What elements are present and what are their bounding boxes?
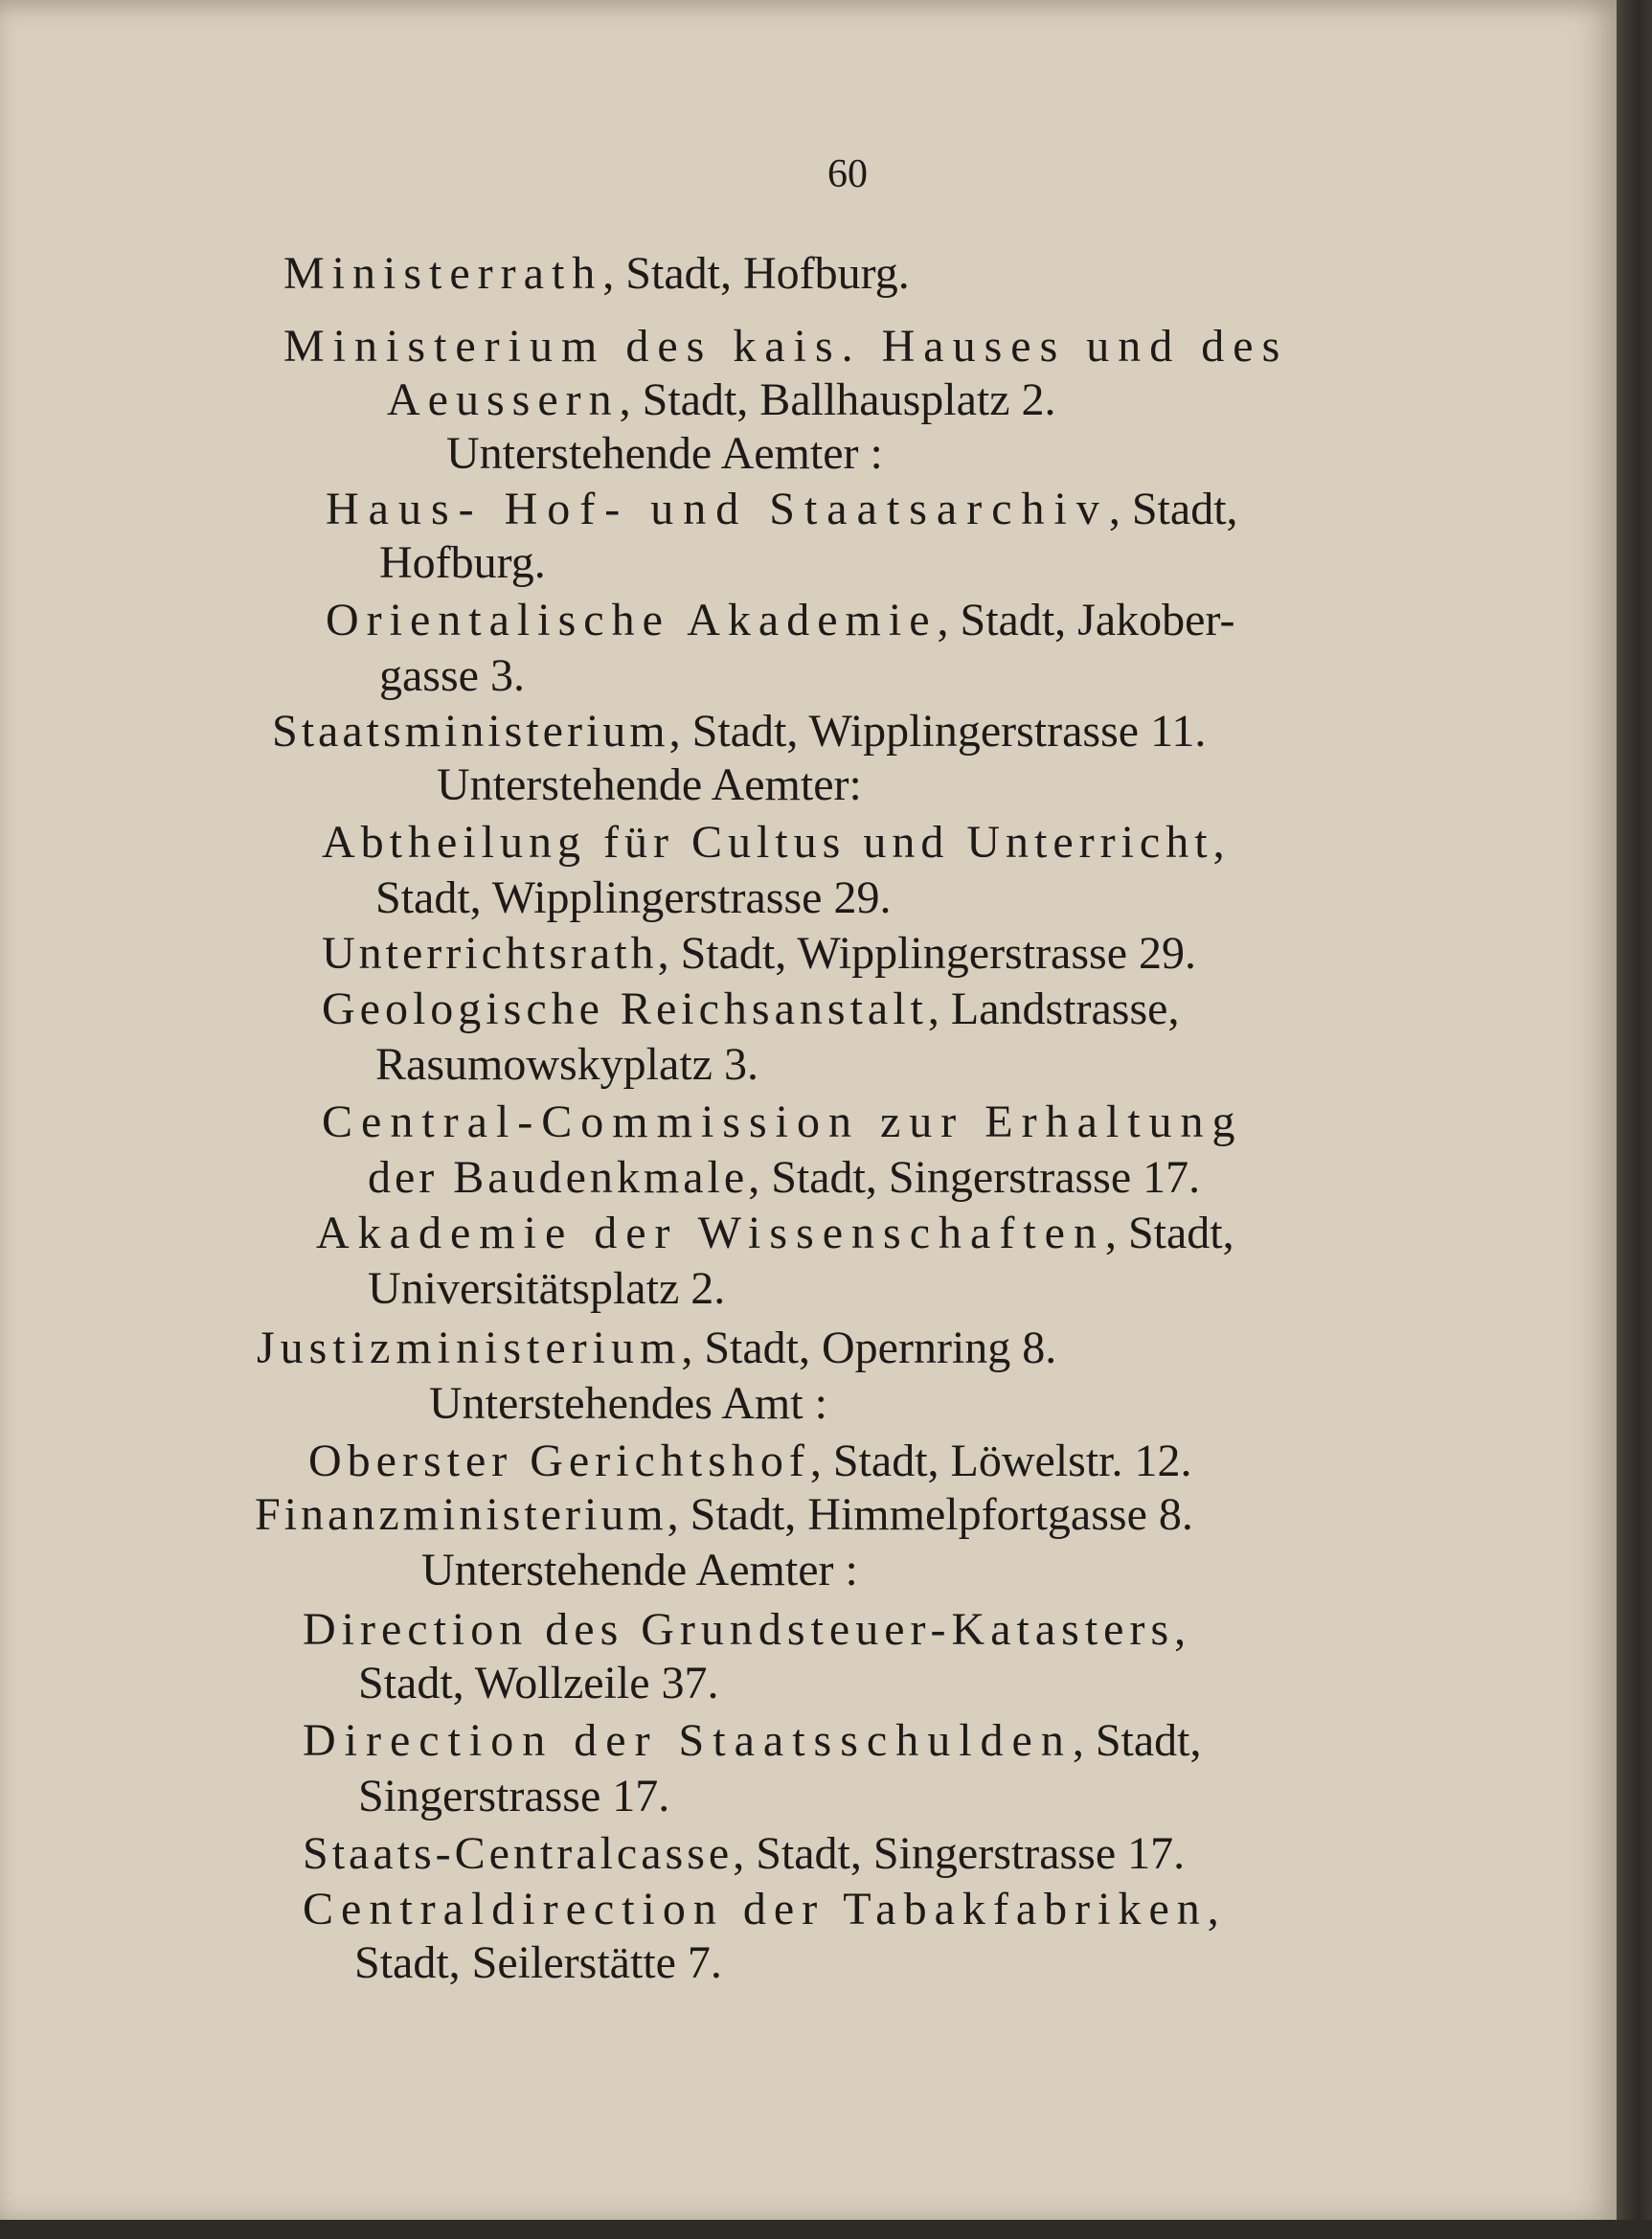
entry-line: Staats-Centralcasse, Stadt, Singerstrasse 17. [303, 1828, 1186, 1879]
page-number: 60 [827, 152, 868, 196]
entry-line: Direction des Grundsteuer-Katasters, [303, 1604, 1187, 1655]
entry-line: Stadt, Seilerstätte 7. [354, 1937, 722, 1988]
entry-line: Rasumowskyplatz 3. [375, 1039, 758, 1090]
entry-line: der Baudenkmale, Stadt, Singerstrasse 17. [368, 1152, 1201, 1203]
entry-line: Universitätsplatz 2. [368, 1263, 726, 1314]
entry-line: Unterstehende Aemter : [446, 428, 883, 479]
book-bottom-edge [0, 2220, 1652, 2239]
entry-line: Centraldirection der Tabakfabriken, [303, 1884, 1219, 1934]
entry-line: Stadt, Wollzeile 37. [358, 1658, 719, 1708]
entry-line: Direction der Staatsschulden, Stadt, [303, 1715, 1202, 1766]
entry-line: Unterstehende Aemter: [437, 759, 862, 810]
entry-line: Unterstehendes Amt : [429, 1378, 827, 1429]
entry-line: Hofburg. [379, 537, 546, 588]
entry-line: Ministerrath, Stadt, Hofburg. [283, 248, 910, 299]
entry-line: Central-Commission zur Erhaltung [322, 1097, 1244, 1147]
entry-line: Akademie der Wissenschaften, Stadt, [316, 1208, 1234, 1258]
entry-line: Unterstehende Aemter : [421, 1545, 858, 1595]
entry-line: Aeussern, Stadt, Ballhausplatz 2. [387, 374, 1056, 425]
entry-line: Haus- Hof- und Staatsarchiv, Stadt, [326, 484, 1238, 534]
entry-line: Abtheilung für Cultus und Unterricht, [322, 817, 1225, 868]
entry-line: Geologische Reichsanstalt, Landstrasse, [322, 984, 1180, 1034]
entry-line: Finanzministerium, Stadt, Himmelpfortgasse 8. [255, 1489, 1193, 1540]
entry-line: Justizministerium, Stadt, Opernring 8. [257, 1323, 1057, 1373]
entry-line: Unterrichtsrath, Stadt, Wipplingerstrasse 29. [322, 928, 1197, 979]
entry-line: Orientalische Akademie, Stadt, Jakober- [326, 595, 1235, 645]
entry-line: Stadt, Wipplingerstrasse 29. [375, 872, 892, 923]
entry-line: Oberster Gerichtshof, Stadt, Löwelstr. 12. [308, 1436, 1192, 1486]
book-edge [1617, 0, 1652, 2239]
entry-line: gasse 3. [379, 650, 525, 701]
entry-line: Ministerium des kais. Hauses und des [283, 321, 1289, 372]
entry-line: Staatsministerium, Stadt, Wipplingerstrasse 11. [272, 706, 1207, 757]
entry-line: Singerstrasse 17. [358, 1771, 670, 1821]
